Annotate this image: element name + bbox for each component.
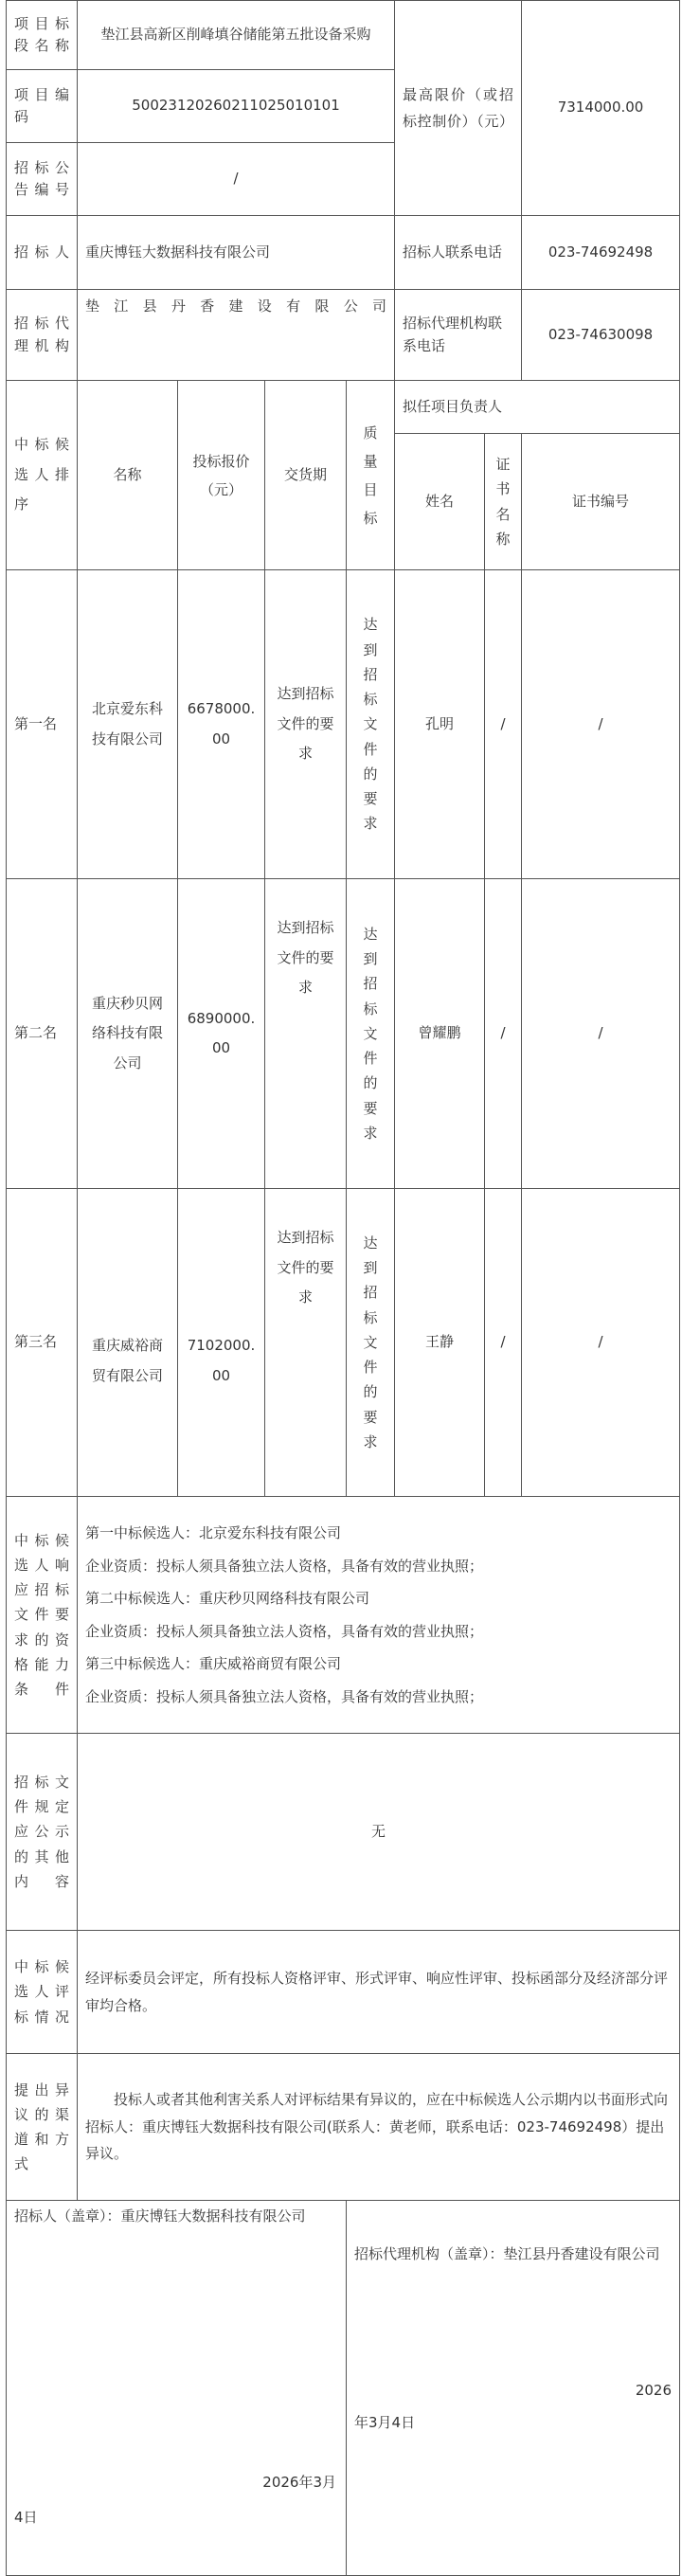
other-content-value: 无 [78,1734,680,1931]
announcement-table [6,0,680,2576]
agency-sign-date-rest: 年3月4日 [354,2414,416,2431]
qualification-label: 中标候选人响应招标文件要求的资格能力条件 [7,1497,78,1734]
agency-seal-label: 招标代理机构（盖章）：垫江县丹香建设有限公司 [354,2245,660,2262]
notice-number-value: / [78,143,395,216]
agency-sign-date: 2026 [635,2382,673,2399]
row-agency [7,290,680,381]
qualification-content [78,1497,680,1734]
row-evaluation [7,1931,680,2054]
qualification-line: 企业资质：投标人须具备独立法人资格，具备有效的营业执照； [85,1687,484,1705]
header-price: 投标报价（元） [178,381,265,570]
qualification-line: 企业资质：投标人须具备独立法人资格，具备有效的营业执照； [85,1557,484,1575]
table-row [7,570,680,879]
candidate-pm-name: 孔明 [395,570,485,879]
tenderer-phone-value: 023-74692498 [522,216,680,290]
max-price-value: 7314000.00 [522,1,680,216]
tenderer-phone-label: 招标人联系电话 [395,216,522,290]
other-content-label: 招标文件规定应公示的其他内容 [7,1734,78,1931]
candidate-delivery: 达到招标文件的要求 [265,1189,347,1497]
header-pm-name: 姓名 [395,434,485,570]
table-row [7,879,680,1189]
tenderer-value: 重庆博钰大数据科技有限公司 [78,216,395,290]
qualification-line: 第二中标候选人：重庆秒贝网络科技有限公司 [85,1590,370,1607]
candidate-cert-no: / [522,879,680,1189]
candidate-cert-no: / [522,1189,680,1497]
objection-value: 投标人或者其他利害关系人对评标结果有异议的，应在中标候选人公示期内以书面形式向招标人：重庆博钰大数据科技有限公司(联系人：黄老师，联系电话：023-74692498）提出异议。 [78,2054,680,2201]
notice-number-label: 招标公告编号 [7,143,78,216]
header-cert-name: 证书名称 [495,456,511,548]
row-qualification [7,1497,680,1734]
tenderer-seal-label: 招标人（盖章）：重庆博钰大数据科技有限公司 [14,2207,306,2225]
table-row [7,1189,680,1497]
agency-phone-value: 023-74630098 [522,290,680,381]
row-candidates-header [7,381,680,434]
project-code-value: 500231202602110250101​01 [78,70,395,143]
row-project-name [7,1,680,70]
row-other-content [7,1734,680,1931]
header-cert-no: 证书编号 [522,434,680,570]
evaluation-label: 中标候选人评标情况 [7,1931,78,2054]
header-quality: 质量目标 [363,423,378,527]
candidate-rank: 第二名 [7,879,78,1189]
candidate-cert-name: / [485,879,522,1189]
candidate-quality: 达到招标文件的要求 [363,616,378,833]
tenderer-label: 招标人 [7,216,78,290]
candidate-cert-no: / [522,570,680,879]
candidate-quality: 达到招标文件的要求 [363,1234,378,1450]
row-objection [7,2054,680,2201]
candidate-quality: 达到招标文件的要求 [363,925,378,1142]
candidate-name: 重庆威裕商贸有限公司 [78,1189,178,1497]
header-pm: 拟任项目负责人 [395,381,680,434]
candidate-cert-name: / [485,1189,522,1497]
agency-label: 招标代理机构 [7,290,78,381]
agency-value: 垫江县丹香建设有限公司 [78,290,395,381]
signature-right [347,2201,680,2576]
candidate-price: 7102000.00 [178,1189,265,1497]
qualification-line: 第一中标候选人：北京爱东科技有限公司 [85,1524,342,1541]
header-name: 名称 [78,381,178,570]
header-delivery: 交货期 [265,381,347,570]
candidate-delivery: 达到招标文件的要求 [265,570,347,879]
project-code-label: 项目编码 [7,70,78,143]
signature-left [7,2201,347,2576]
max-price-label: 最高限价（或招标控制价）（元） [395,1,522,216]
candidate-rank: 第三名 [7,1189,78,1497]
project-name-label: 项目标段名称 [7,1,78,70]
qualification-line: 企业资质：投标人须具备独立法人资格，具备有效的营业执照； [85,1622,484,1640]
candidate-rank: 第一名 [7,570,78,879]
candidate-delivery: 达到招标文件的要求 [265,879,347,1189]
candidate-price: 6678000.00 [178,570,265,879]
candidate-pm-name: 王静 [395,1189,485,1497]
tenderer-sign-date-day: 4日 [14,2509,38,2526]
candidate-cert-name: / [485,570,522,879]
candidate-name: 北京爱东科技有限公司 [78,570,178,879]
project-name-value: 垫江县高新区削峰填谷储能第五批设备采购 [78,1,395,70]
objection-label: 提出异议的渠道和方式 [7,2054,78,2201]
header-rank: 中标候选人排序 [7,381,78,570]
row-tenderer [7,216,680,290]
candidate-price: 6890000.00 [178,879,265,1189]
candidate-pm-name: 曾耀鹏 [395,879,485,1189]
tenderer-sign-date: 2026年3月 [262,2474,336,2491]
qualification-line: 第三中标候选人：重庆威裕商贸有限公司 [85,1655,342,1672]
candidate-name: 重庆秒贝网络科技有限公司 [78,879,178,1189]
evaluation-value: 经评标委员会评定，所有投标人资格评审、形式评审、响应性评审、投标函部分及经济部分评审均合格。 [78,1931,680,2054]
row-signature [7,2201,680,2576]
agency-phone-label: 招标代理机构联系电话 [395,290,522,381]
